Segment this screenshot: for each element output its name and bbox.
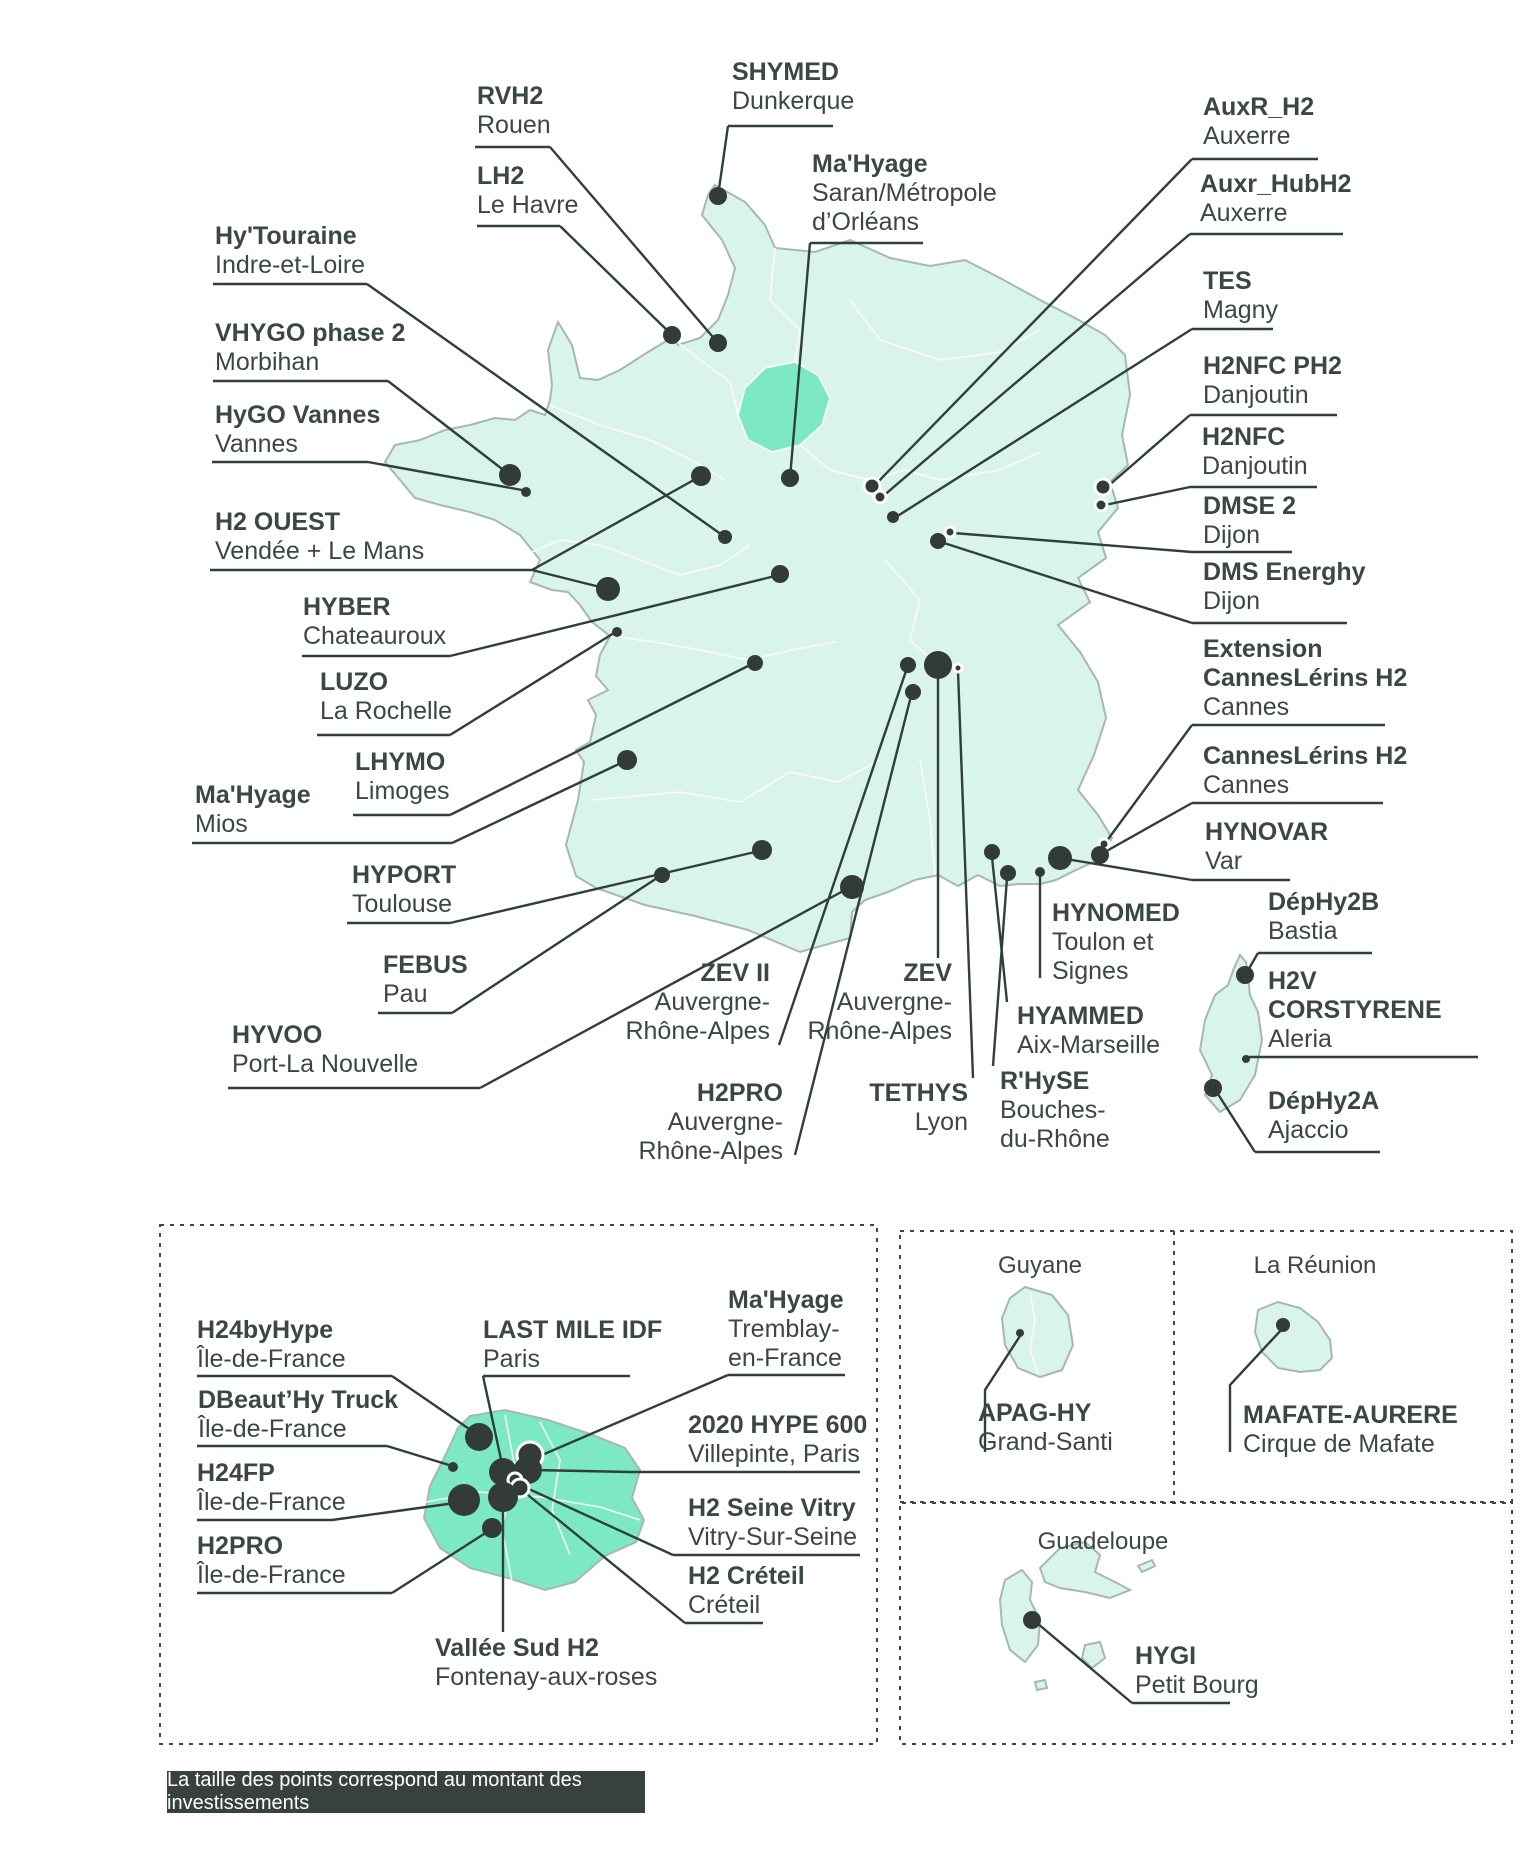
label-place-hyport: Toulouse xyxy=(352,890,453,918)
leader-line-ext-canneslerins xyxy=(1106,725,1192,842)
leader-line-hynovar xyxy=(1066,859,1192,880)
project-label-hyvoo xyxy=(232,1021,418,1079)
project-dot-h2ouest xyxy=(596,577,620,601)
label-title-hype600: 2020 HYPE 600 xyxy=(688,1411,868,1439)
label-title-mahyage-mios: Ma'Hyage xyxy=(195,781,311,809)
leader-line-dbeauthy-truck xyxy=(387,1446,449,1465)
label-title-h2nfc: H2NFC xyxy=(1202,423,1286,451)
label-place-h24fp: Île-de-France xyxy=(197,1488,346,1516)
leader-line-lh2 xyxy=(560,226,672,335)
project-label-last-mile-idf xyxy=(483,1316,662,1374)
label-place-vallee-sud-h2: Fontenay-aux-roses xyxy=(435,1663,658,1691)
label-title-h2ouest: H2 OUEST xyxy=(215,508,341,536)
inset-title-guyane: Guyane xyxy=(997,1252,1083,1279)
project-dot-hy-touraine xyxy=(718,530,732,544)
label-title-apag-hy: APAG-HY xyxy=(978,1399,1092,1427)
label-title-luzo: LUZO xyxy=(320,668,389,696)
project-dot-hyammed xyxy=(984,844,1000,860)
project-label-vhygo xyxy=(215,319,405,377)
label-place-last-mile-idf: Paris xyxy=(483,1345,540,1373)
project-label-h24fp xyxy=(197,1459,346,1517)
project-label-mafate-aurere xyxy=(1243,1401,1458,1459)
label-place-mahyage-tremblay: Tremblay- xyxy=(728,1315,840,1343)
project-label-tethys xyxy=(869,1079,968,1137)
label-place-h2pro-aura: Rhône-Alpes xyxy=(638,1137,783,1165)
label-place-mahyage-saran: d’Orléans xyxy=(812,208,919,236)
project-label-rvh2 xyxy=(477,82,551,140)
label-place-zev2: Auvergne- xyxy=(654,988,770,1016)
project-dot-apag-hy xyxy=(1016,1329,1024,1337)
project-dot-vhygo xyxy=(499,464,521,486)
project-dot-h24fp xyxy=(448,1484,480,1516)
label-title-h24byhype: H24byHype xyxy=(197,1316,334,1344)
label-place-mahyage-tremblay: en-France xyxy=(728,1344,842,1372)
project-label-hype600 xyxy=(688,1411,867,1469)
label-title-ext-canneslerins: Extension xyxy=(1203,635,1323,663)
project-dot-mahyage-saran xyxy=(781,469,799,487)
project-label-hyber xyxy=(303,593,446,651)
label-title-hygo: HyGO Vannes xyxy=(215,401,381,429)
project-label-auxr-h2 xyxy=(1203,93,1314,151)
label-title-h2nfc-ph2: H2NFC PH2 xyxy=(1203,352,1342,380)
project-dot-h24byhype xyxy=(465,1423,493,1451)
label-title-h2pro-aura: H2PRO xyxy=(696,1079,783,1107)
guadeloupe-desirade xyxy=(1138,1560,1155,1572)
label-place-dephy2b: Bastia xyxy=(1268,917,1338,945)
project-label-lhymo xyxy=(355,748,450,806)
inset-title-guadeloupe: Guadeloupe xyxy=(1037,1528,1169,1555)
label-place-mahyage-mios: Mios xyxy=(195,810,248,838)
project-label-hy-touraine xyxy=(215,222,365,280)
project-dot-mafate-aurere xyxy=(1276,1318,1290,1332)
project-dot-febus xyxy=(654,867,670,883)
project-label-dmse2 xyxy=(1203,492,1296,550)
guadeloupe-box xyxy=(900,1502,1512,1744)
project-label-dephy2b xyxy=(1268,888,1379,946)
label-title-dms-energhy: DMS Energhy xyxy=(1203,558,1366,586)
label-place-h2pro-aura: Auvergne- xyxy=(667,1108,783,1136)
label-place-hygo: Vannes xyxy=(215,430,298,458)
project-label-zev2 xyxy=(625,959,770,1046)
project-label-hygi xyxy=(1135,1642,1259,1700)
project-dot-dmse2 xyxy=(945,527,955,537)
project-dot-h2ouest xyxy=(691,466,711,486)
label-place-hynovar: Var xyxy=(1205,847,1243,875)
label-place-vhygo: Morbihan xyxy=(215,348,320,376)
project-label-h2nfc-ph2 xyxy=(1203,352,1342,410)
project-label-lh2 xyxy=(477,162,578,220)
project-dot-rhyse xyxy=(1000,865,1016,881)
project-label-zev xyxy=(807,959,952,1046)
project-label-vallee-sud-h2 xyxy=(435,1634,657,1692)
label-title-zev2: ZEV II xyxy=(700,959,770,987)
label-place-dbeauthy-truck: Île-de-France xyxy=(198,1415,347,1443)
label-place-h2pro-idf: Île-de-France xyxy=(197,1561,346,1589)
project-dot-auxr-hubh2 xyxy=(874,491,886,503)
label-place-mafate-aurere: Cirque de Mafate xyxy=(1243,1430,1435,1458)
label-place-hyvoo: Port-La Nouvelle xyxy=(232,1050,419,1078)
project-label-auxr-hubh2 xyxy=(1200,170,1351,228)
label-title-rvh2: RVH2 xyxy=(477,82,544,110)
project-label-shymed xyxy=(732,58,854,116)
label-title-dephy2b: DépHy2B xyxy=(1268,888,1380,916)
label-place-zev: Rhône-Alpes xyxy=(807,1017,952,1045)
label-title-auxr-h2: AuxR_H2 xyxy=(1203,93,1315,121)
label-place-tethys: Lyon xyxy=(914,1108,968,1136)
project-label-dms-energhy xyxy=(1203,558,1366,616)
label-title-hyvoo: HYVOO xyxy=(232,1021,323,1049)
label-title-h2v-corstyrene: CORSTYRENE xyxy=(1268,996,1442,1024)
label-title-vallee-sud-h2: Vallée Sud H2 xyxy=(435,1634,599,1662)
label-place-hype600: Villepinte, Paris xyxy=(688,1440,860,1468)
project-dot-rvh2 xyxy=(709,334,727,352)
label-place-hygi: Petit Bourg xyxy=(1135,1671,1259,1699)
project-label-dephy2a xyxy=(1268,1087,1379,1145)
project-label-hyport xyxy=(352,861,456,919)
label-title-hynomed: HYNOMED xyxy=(1052,899,1180,927)
project-label-hynomed xyxy=(1052,899,1180,986)
label-place-dmse2: Dijon xyxy=(1203,521,1260,549)
leader-line-h24byhype xyxy=(392,1376,475,1433)
project-dot-shymed xyxy=(709,187,727,205)
project-dot-zev xyxy=(924,651,952,679)
project-dot-dephy2a xyxy=(1204,1079,1222,1097)
project-dot-dbeauthy-truck xyxy=(448,1462,458,1472)
label-title-tes: TES xyxy=(1203,267,1252,295)
leader-line-luzo xyxy=(450,633,614,735)
project-label-h2pro-aura xyxy=(638,1079,783,1166)
project-dot-hygo xyxy=(521,487,531,497)
label-place-auxr-hubh2: Auxerre xyxy=(1200,199,1288,227)
label-place-rhyse: du-Rhône xyxy=(1000,1125,1110,1153)
project-dot-h2v-corstyrene xyxy=(1242,1055,1250,1063)
project-dot-vallee-sud-h2 xyxy=(488,1482,518,1512)
reunion-map xyxy=(1255,1302,1332,1372)
label-title-hy-touraine: Hy'Touraine xyxy=(215,222,357,250)
label-place-rvh2: Rouen xyxy=(477,111,551,139)
label-title-canneslerins: CannesLérins H2 xyxy=(1203,742,1408,770)
label-title-mafate-aurere: MAFATE-AURERE xyxy=(1243,1401,1458,1429)
label-title-shymed: SHYMED xyxy=(732,58,839,86)
label-place-auxr-h2: Auxerre xyxy=(1203,122,1291,150)
project-label-h24byhype xyxy=(197,1316,346,1374)
label-place-h2nfc-ph2: Danjoutin xyxy=(1203,381,1309,409)
project-dot-hyvoo xyxy=(840,875,864,899)
project-label-tes xyxy=(1203,267,1278,325)
project-label-mahyage-tremblay xyxy=(728,1286,844,1373)
project-label-h2nfc xyxy=(1202,423,1308,481)
label-title-dmse2: DMSE 2 xyxy=(1203,492,1297,520)
project-label-apag-hy xyxy=(978,1399,1113,1457)
label-title-febus: FEBUS xyxy=(383,951,468,979)
project-dot-lhymo xyxy=(747,655,763,671)
label-place-lhymo: Limoges xyxy=(355,777,450,805)
label-place-h2-seine-vitry: Vitry-Sur-Seine xyxy=(688,1523,858,1551)
label-title-hyammed: HYAMMED xyxy=(1017,1002,1144,1030)
project-dot-canneslerins xyxy=(1091,846,1109,864)
label-place-zev2: Rhône-Alpes xyxy=(625,1017,770,1045)
label-place-apag-hy: Grand-Santi xyxy=(978,1428,1113,1456)
label-place-hy-touraine: Indre-et-Loire xyxy=(215,251,366,279)
france-outline xyxy=(385,185,1130,952)
project-label-rhyse xyxy=(1000,1067,1110,1154)
label-place-h2nfc: Danjoutin xyxy=(1202,452,1308,480)
label-title-dbeauthy-truck: DBeaut’Hy Truck xyxy=(198,1386,399,1414)
label-place-canneslerins: Cannes xyxy=(1203,771,1290,799)
project-dot-lh2 xyxy=(663,326,681,344)
leader-line-shymed xyxy=(718,126,728,196)
project-dot-hyber xyxy=(771,565,789,583)
label-title-lhymo: LHYMO xyxy=(355,748,446,776)
label-place-hynomed: Signes xyxy=(1052,957,1129,985)
label-title-hyber: HYBER xyxy=(303,593,391,621)
label-title-hynovar: HYNOVAR xyxy=(1205,818,1329,846)
project-label-febus xyxy=(383,951,468,1009)
project-label-h2v-corstyrene xyxy=(1268,967,1442,1054)
label-place-hyammed: Aix-Marseille xyxy=(1017,1031,1161,1059)
overseas-top-box xyxy=(900,1231,1512,1503)
project-dot-luzo xyxy=(612,627,622,637)
project-label-mahyage-mios xyxy=(195,781,311,839)
project-label-hygo xyxy=(215,401,380,459)
label-title-h2v-corstyrene: H2V xyxy=(1268,967,1317,995)
project-label-hynovar xyxy=(1205,818,1328,876)
project-label-ext-canneslerins xyxy=(1203,635,1407,722)
label-place-lh2: Le Havre xyxy=(477,191,579,219)
project-dot-hygi xyxy=(1023,1611,1041,1629)
label-title-auxr-hubh2: Auxr_HubH2 xyxy=(1200,170,1352,198)
project-dot-hyport xyxy=(752,840,772,860)
label-place-dms-energhy: Dijon xyxy=(1203,587,1260,615)
label-place-mahyage-saran: Saran/Métropole xyxy=(812,179,997,207)
label-place-zev: Auvergne- xyxy=(836,988,952,1016)
label-title-mahyage-tremblay: Ma'Hyage xyxy=(728,1286,844,1314)
guyane-map xyxy=(1002,1287,1073,1377)
project-dot-zev2 xyxy=(900,657,916,673)
label-title-mahyage-saran: Ma'Hyage xyxy=(812,150,928,178)
label-place-h2-creteil: Créteil xyxy=(688,1591,761,1619)
label-title-hyport: HYPORT xyxy=(352,861,457,889)
label-title-zev: ZEV xyxy=(903,959,952,987)
label-place-dephy2a: Ajaccio xyxy=(1268,1116,1349,1144)
label-place-ext-canneslerins: Cannes xyxy=(1203,693,1290,721)
label-place-rhyse: Bouches- xyxy=(1000,1096,1106,1124)
label-title-rhyse: R'HySE xyxy=(1000,1067,1090,1095)
label-title-dephy2a: DépHy2A xyxy=(1268,1087,1380,1115)
project-dot-h2nfc-ph2 xyxy=(1095,479,1111,495)
inset-title-reunion: La Réunion xyxy=(1253,1252,1377,1279)
label-title-h24fp: H24FP xyxy=(197,1459,275,1487)
label-place-hyber: Chateauroux xyxy=(303,622,447,650)
project-dot-hynovar xyxy=(1048,846,1072,870)
label-title-h2-creteil: H2 Créteil xyxy=(688,1562,805,1590)
label-place-h24byhype: Île-de-France xyxy=(197,1345,346,1373)
label-title-h2-seine-vitry: H2 Seine Vitry xyxy=(688,1494,856,1522)
label-place-hynomed: Toulon et xyxy=(1052,928,1154,956)
project-dot-dephy2b xyxy=(1236,966,1254,984)
project-dot-tethys xyxy=(954,664,962,672)
project-dot-h2pro-aura xyxy=(905,684,921,700)
project-label-h2pro-idf xyxy=(197,1532,346,1590)
project-label-canneslerins xyxy=(1203,742,1407,800)
project-dot-h2pro-idf xyxy=(482,1518,502,1538)
label-title-h2pro-idf: H2PRO xyxy=(197,1532,284,1560)
label-title-last-mile-idf: LAST MILE IDF xyxy=(483,1316,663,1344)
legend-banner: La taille des points correspond au montant des investissements xyxy=(167,1771,645,1813)
project-label-h2-seine-vitry xyxy=(688,1494,857,1552)
label-title-hygi: HYGI xyxy=(1135,1642,1197,1670)
leader-line-hygi xyxy=(1037,1623,1132,1703)
project-dot-h2nfc xyxy=(1095,499,1107,511)
label-title-lh2: LH2 xyxy=(477,162,525,190)
label-place-febus: Pau xyxy=(383,980,428,1008)
project-label-h2-creteil xyxy=(688,1562,805,1620)
label-place-shymed: Dunkerque xyxy=(732,87,855,115)
label-title-ext-canneslerins: CannesLérins H2 xyxy=(1203,664,1408,692)
label-place-h2ouest: Vendée + Le Mans xyxy=(215,537,425,565)
label-title-tethys: TETHYS xyxy=(869,1079,968,1107)
guadeloupe-saintes xyxy=(1035,1680,1047,1690)
project-label-dbeauthy-truck xyxy=(198,1386,398,1444)
project-label-h2ouest xyxy=(215,508,424,566)
project-dot-mahyage-mios xyxy=(617,750,637,770)
leader-line-h2nfc xyxy=(1105,487,1190,505)
label-title-vhygo: VHYGO phase 2 xyxy=(215,319,406,347)
label-place-h2v-corstyrene: Aleria xyxy=(1268,1025,1332,1053)
project-label-hyammed xyxy=(1017,1002,1160,1060)
label-place-luzo: La Rochelle xyxy=(320,697,453,725)
project-label-mahyage-saran xyxy=(812,150,997,237)
project-dot-tes xyxy=(887,511,899,523)
project-label-luzo xyxy=(320,668,452,726)
project-dot-hynomed xyxy=(1035,867,1045,877)
project-dot-dms-energhy xyxy=(930,533,946,549)
label-place-tes: Magny xyxy=(1203,296,1279,324)
